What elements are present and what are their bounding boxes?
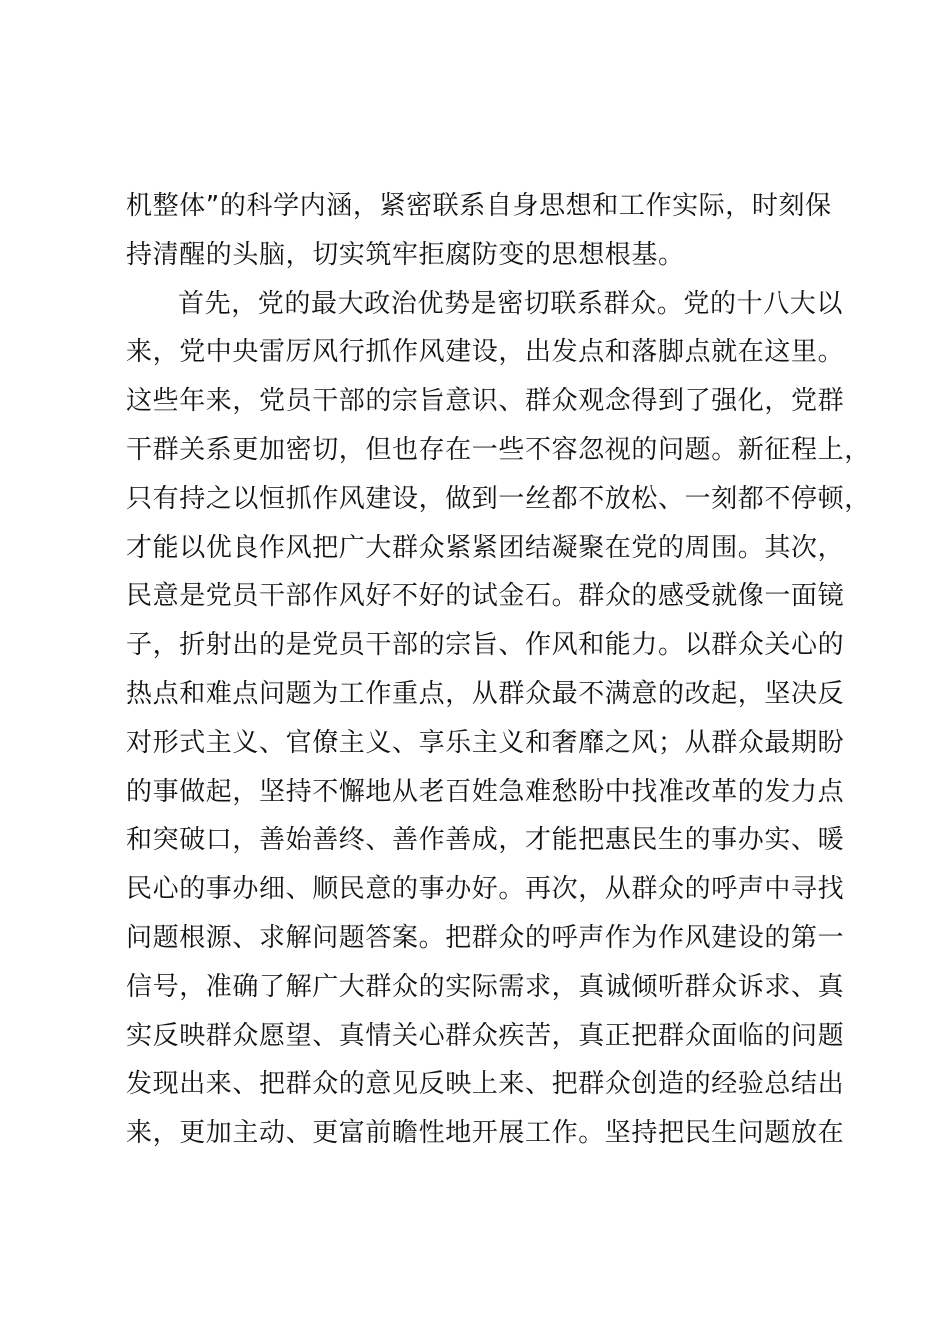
text-line: 和突破口，善始善终、善作善成，才能把惠民生的事办实、暖: [126, 825, 845, 856]
text-line: 干群关系更加密切，但也存在一些不容忽视的问题。新征程上，: [126, 434, 871, 465]
text-line: 民心的事办细、顺民意的事办好。再次，从群众的呼声中寻找: [126, 874, 845, 905]
text-line: 发现出来、把群众的意见反映上来、把群众创造的经验总结出: [126, 1069, 845, 1100]
text-line: 只有持之以恒抓作风建设，做到一丝都不放松、一刻都不停顿，: [126, 483, 871, 514]
text-line: 机整体”的科学内涵，紧密联系自身思想和工作实际，时刻保: [126, 191, 832, 221]
text-line: 对形式主义、官僚主义、享乐主义和奢靡之风；从群众最期盼: [126, 727, 845, 758]
body-text: [126, 182, 871, 1158]
text-line: 才能以优良作风把广大群众紧紧团结凝聚在党的周围。其次，: [126, 532, 845, 563]
text-line: 实反映群众愿望、真情关心群众疾苦，真正把群众面临的问题: [126, 1020, 845, 1051]
text-line: 来，更加主动、更富前瞻性地开展工作。坚持把民生问题放在: [126, 1118, 845, 1149]
text-line: 来，党中央雷厉风行抓作风建设，出发点和落脚点就在这里。: [126, 337, 845, 368]
text-line: 问题根源、求解问题答案。把群众的呼声作为作风建设的第一: [126, 922, 845, 953]
text-line: 热点和难点问题为工作重点，从群众最不满意的改起，坚决反: [126, 678, 845, 709]
text-line: 这些年来，党员干部的宗旨意识、群众观念得到了强化，党群: [126, 386, 845, 417]
text-line: 民意是党员干部作风好不好的试金石。群众的感受就像一面镜: [126, 581, 845, 612]
text-line: 的事做起，坚持不懈地从老百姓急难愁盼中找准改革的发力点: [126, 776, 845, 807]
text-line: 信号，准确了解广大群众的实际需求，真诚倾听群众诉求、真: [126, 971, 845, 1002]
text-line: 持清醒的头脑，切实筑牢拒腐防变的思想根基。: [126, 239, 685, 270]
paragraph-first-line: 首先，党的最大政治优势是密切联系群众。党的十八大以: [178, 288, 844, 319]
text-line: 子，折射出的是党员干部的宗旨、作风和能力。以群众关心的: [126, 630, 845, 661]
